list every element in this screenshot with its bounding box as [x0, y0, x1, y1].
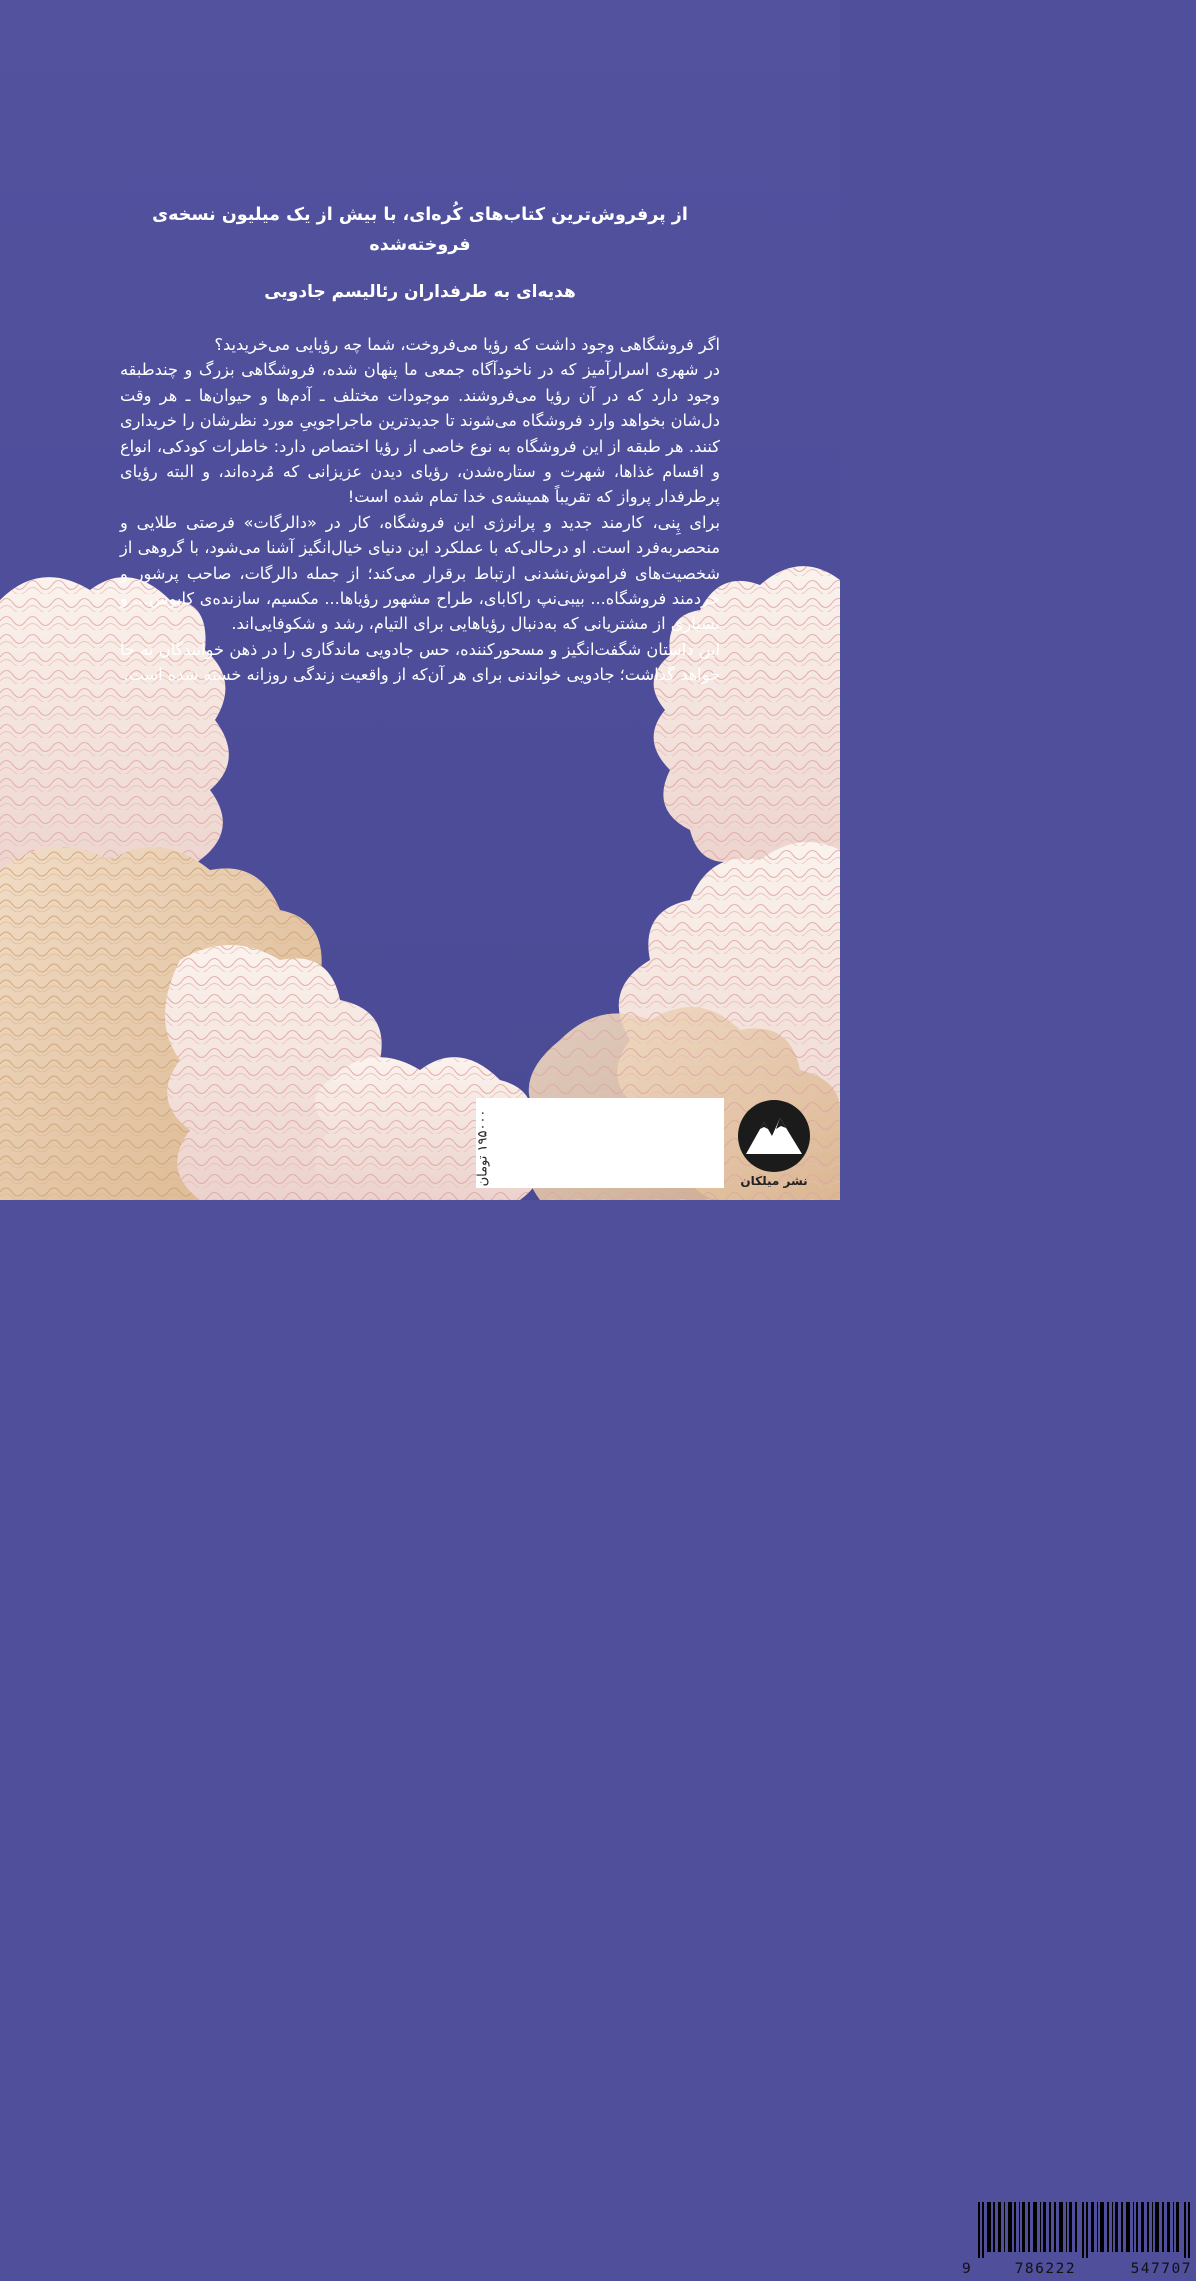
isbn-prefix: 9 — [962, 2261, 973, 2277]
publisher-name: نشر میلکان — [740, 1174, 808, 1188]
blurb-paragraph-2: در شهری اسرارآمیز که در ناخودآگاه جمعی ما پنهان شده، فروشگاهی بزرگ و چندطبقه وجود دارد که در آن رؤیا می‌فروشند. موجودات مختلف ـ آدم‌ها و حیوان‌ها ـ هر وقت دل‌شان بخواهد وارد فروشگاه می‌شوند تا جدیدترین ماجراجوییِ مورد نظرشان را خریداری کنند. هر طبقه از این فروشگاه به نوع خاصی از رؤیا اختصاص دارد: خاطرات کودکی، انواع و اقسام غذاها، شهرت و ستاره‌شدن، رؤیای دیدن عزیزانی که مُرده‌اند، و البته رؤیای پرطرفدار پرواز که تقریباً همیشه‌ی خدا تمام شده است! — [120, 360, 720, 507]
isbn-group-2: 547707 — [1130, 2261, 1192, 2277]
price-text: ۱۹۵۰۰۰ تومان — [475, 1109, 491, 1187]
subheadline: هدیه‌ای به طرفداران رئالیسم جادویی — [264, 282, 576, 302]
isbn-number — [962, 2261, 1196, 2281]
publisher-logo-block — [730, 1098, 818, 1194]
blurb-paragraph-4: این داستان شگفت‌انگیز و مسحورکننده، حس جادویی ماندگاری را در ذهن خوانندگان به جا خواهد گذاشت؛ جادویی خواندنی برای هر آن‌که از واقعیت زندگی روزانه خسته شده است. — [120, 639, 720, 685]
isbn-group-1: 786222 — [1014, 2261, 1077, 2277]
mountain-logo-icon — [736, 1098, 812, 1174]
blurb-paragraph-3: برای پِنی، کارمند جدید و پرانرژی این فروشگاه، کار در «دالرگات» فرصتی طلایی و منحصربه‌فرد است. او درحالی‌که با عملکرد این دنیای خیال‌انگیز آشنا می‌شود، با گروهی از شخصیت‌های فراموش‌نشدنی ارتباط برقرار می‌کند؛ از جمله دالرگات، صاحب پرشور و خردمند فروشگاه... بیبی‌نپ راکابای، طراح مشهور رؤیاها... مکسیم، سازنده‌ی کابوس... و بسیاری از مشتریانی که به‌دنبال رؤیاهایی برای التیام، رشد و شکوفایی‌اند. — [120, 512, 720, 634]
barcode-icon — [978, 2202, 1194, 2258]
price-label — [470, 1098, 496, 1198]
back-cover-text — [120, 200, 720, 688]
blurb-paragraph-1: اگر فروشگاهی وجود داشت که رؤیا می‌فروخت، شما چه رؤیایی می‌خریدید؟ — [214, 335, 720, 354]
headline-tagline: از پرفروش‌ترین کتاب‌های کُره‌ای، با بیش از یک میلیون نسخه‌ی فروخته‌شده — [152, 205, 688, 255]
